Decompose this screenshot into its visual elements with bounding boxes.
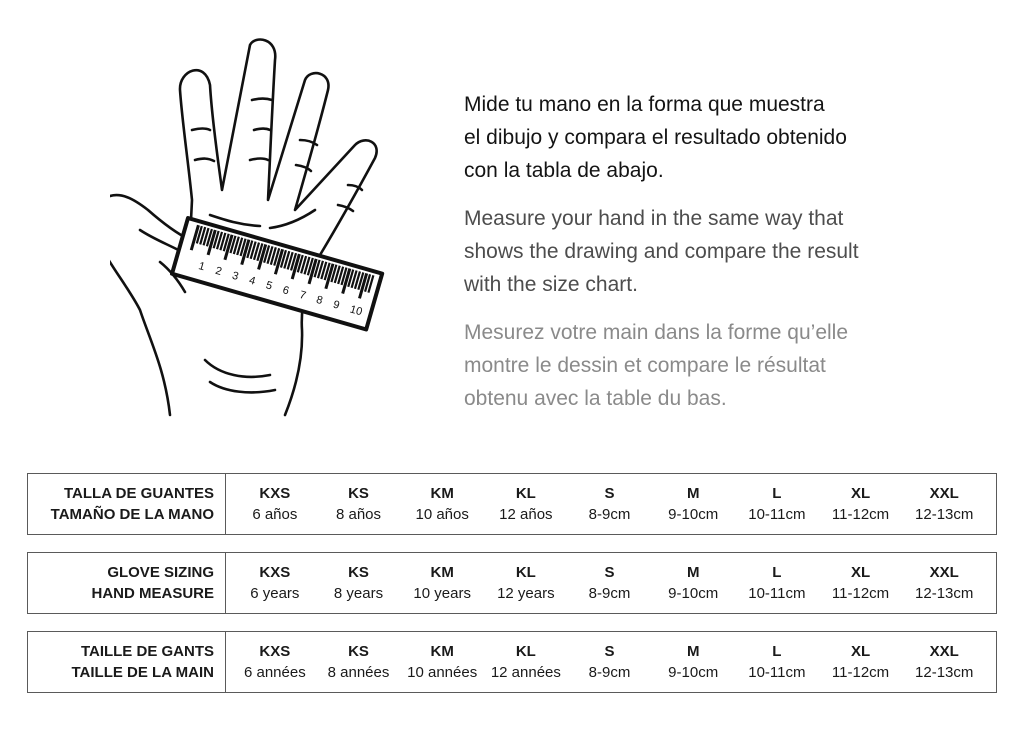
- size-column: [819, 483, 903, 527]
- size-code: XXL: [929, 643, 959, 660]
- en-line-2: shows the drawing and compare the result: [464, 240, 859, 263]
- size-measure: 8-9cm: [588, 585, 631, 602]
- size-measure: 12-13cm: [915, 585, 974, 602]
- size-measure: 12 années: [490, 664, 561, 681]
- size-column: [819, 641, 903, 685]
- fr-line-2: montre le dessin et compare le résultat: [464, 354, 826, 377]
- ruler-number: 10: [348, 303, 364, 319]
- size-column: [568, 562, 652, 606]
- size-column: [735, 483, 819, 527]
- size-code: KM: [430, 485, 454, 502]
- ruler-number: 8: [314, 293, 325, 308]
- size-table-english: [27, 552, 997, 614]
- instructions-spanish: [464, 88, 984, 187]
- size-column: [233, 562, 317, 606]
- hand-outline: [110, 40, 377, 415]
- size-code: XL: [850, 564, 871, 581]
- size-measure: 10-11cm: [748, 506, 806, 523]
- size-column: [735, 641, 819, 685]
- size-code: KM: [430, 643, 454, 660]
- size-measure: 10 años: [415, 506, 469, 523]
- ruler-number: 4: [247, 274, 257, 288]
- size-code: KS: [348, 485, 369, 502]
- size-code: XXL: [929, 485, 959, 502]
- size-measure: 6 années: [243, 664, 306, 681]
- ruler-number: 3: [230, 269, 240, 283]
- fr-line-1: Mesurez votre main dans la forme qu’elle: [464, 321, 849, 344]
- size-columns: [233, 562, 986, 606]
- size-column: [233, 483, 317, 527]
- instructions-french: [464, 316, 984, 415]
- size-measure: 12 years: [497, 585, 555, 602]
- size-columns: [233, 641, 986, 685]
- size-column: [651, 483, 735, 527]
- en-line-1: Measure your hand in the same way that: [464, 207, 844, 230]
- size-measure: 10-11cm: [748, 585, 806, 602]
- size-code: KM: [430, 564, 454, 581]
- hand-drawing: [110, 30, 410, 440]
- size-measure: 6 años: [252, 506, 298, 523]
- size-code: L: [772, 564, 782, 581]
- size-column: [400, 641, 484, 685]
- size-measure: 10 années: [407, 664, 478, 681]
- table-label-line: HAND MEASURE: [91, 585, 214, 602]
- table-label-line: TAMAÑO DE LA MANO: [50, 506, 214, 523]
- ruler-number: 9: [331, 298, 341, 312]
- size-measure: 11-12cm: [831, 664, 890, 681]
- es-line-3: con la tabla de abajo.: [464, 159, 664, 182]
- size-columns: [233, 483, 986, 527]
- size-column: [317, 483, 401, 527]
- size-column: [568, 641, 652, 685]
- size-code: L: [772, 643, 782, 660]
- size-column: [484, 483, 568, 527]
- size-code: KL: [515, 485, 536, 502]
- size-measure: 8-9cm: [588, 506, 631, 523]
- ruler-number: 2: [213, 264, 224, 279]
- size-measure: 8-9cm: [588, 664, 631, 681]
- table-label-line: TAILLE DE LA MAIN: [71, 664, 214, 681]
- size-code: KXS: [259, 485, 291, 502]
- size-measure: 9-10cm: [668, 506, 719, 523]
- es-line-2: el dibujo y compara el resultado obtenido: [464, 126, 847, 149]
- size-column: [484, 641, 568, 685]
- size-column: [484, 562, 568, 606]
- size-column: [819, 562, 903, 606]
- size-column: [902, 483, 986, 527]
- ruler-number: 6: [281, 284, 291, 298]
- size-code: M: [686, 564, 700, 581]
- fr-line-3: obtenu avec la table du bas.: [464, 387, 727, 410]
- size-table-spanish: [27, 473, 997, 535]
- size-measure: 9-10cm: [668, 664, 719, 681]
- size-measure: 10 years: [413, 585, 471, 602]
- size-code: KS: [348, 564, 369, 581]
- size-measure: 8 années: [327, 664, 390, 681]
- size-measure: 11-12cm: [831, 506, 890, 523]
- size-code: XL: [850, 485, 871, 502]
- size-code: XL: [850, 643, 871, 660]
- size-code: M: [686, 485, 700, 502]
- size-code: S: [604, 485, 615, 502]
- instructions: [464, 88, 984, 430]
- table-label: [28, 474, 226, 534]
- size-column: [902, 641, 986, 685]
- size-measure: 11-12cm: [831, 585, 890, 602]
- size-code: L: [772, 485, 782, 502]
- size-measure: 12 años: [499, 506, 553, 523]
- size-column: [317, 562, 401, 606]
- size-column: [317, 641, 401, 685]
- hand-measure-illustration: [110, 30, 410, 440]
- size-column: [735, 562, 819, 606]
- size-measure: 8 years: [333, 585, 384, 602]
- size-measure: 6 years: [250, 585, 300, 602]
- table-label: [28, 632, 226, 692]
- instructions-english: [464, 202, 984, 301]
- ruler-number: 1: [197, 260, 207, 274]
- en-line-3: with the size chart.: [464, 273, 638, 296]
- size-measure: 9-10cm: [668, 585, 719, 602]
- size-code: S: [604, 643, 615, 660]
- ruler-number: 7: [298, 288, 308, 303]
- size-column: [400, 562, 484, 606]
- size-code: KL: [515, 643, 536, 660]
- size-code: XXL: [929, 564, 959, 581]
- size-table-french: [27, 631, 997, 693]
- table-label: [28, 553, 226, 613]
- size-column: [651, 562, 735, 606]
- size-measure: 8 años: [335, 506, 382, 523]
- size-code: S: [604, 564, 615, 581]
- size-measure: 10-11cm: [748, 664, 806, 681]
- size-column: [651, 641, 735, 685]
- ruler-number: 5: [264, 279, 274, 293]
- table-label-line: TALLA DE GUANTES: [64, 485, 214, 502]
- size-column: [568, 483, 652, 527]
- size-code: M: [686, 643, 700, 660]
- size-column: [233, 641, 317, 685]
- size-code: KS: [348, 643, 369, 660]
- size-code: KXS: [259, 564, 291, 581]
- size-code: KL: [515, 564, 536, 581]
- size-measure: 12-13cm: [915, 664, 974, 681]
- size-column: [400, 483, 484, 527]
- table-label-line: TAILLE DE GANTS: [80, 643, 214, 660]
- size-code: KXS: [259, 643, 291, 660]
- size-column: [902, 562, 986, 606]
- es-line-1: Mide tu mano en la forma que muestra: [464, 93, 825, 116]
- size-measure: 12-13cm: [915, 506, 974, 523]
- table-label-line: GLOVE SIZING: [107, 564, 214, 581]
